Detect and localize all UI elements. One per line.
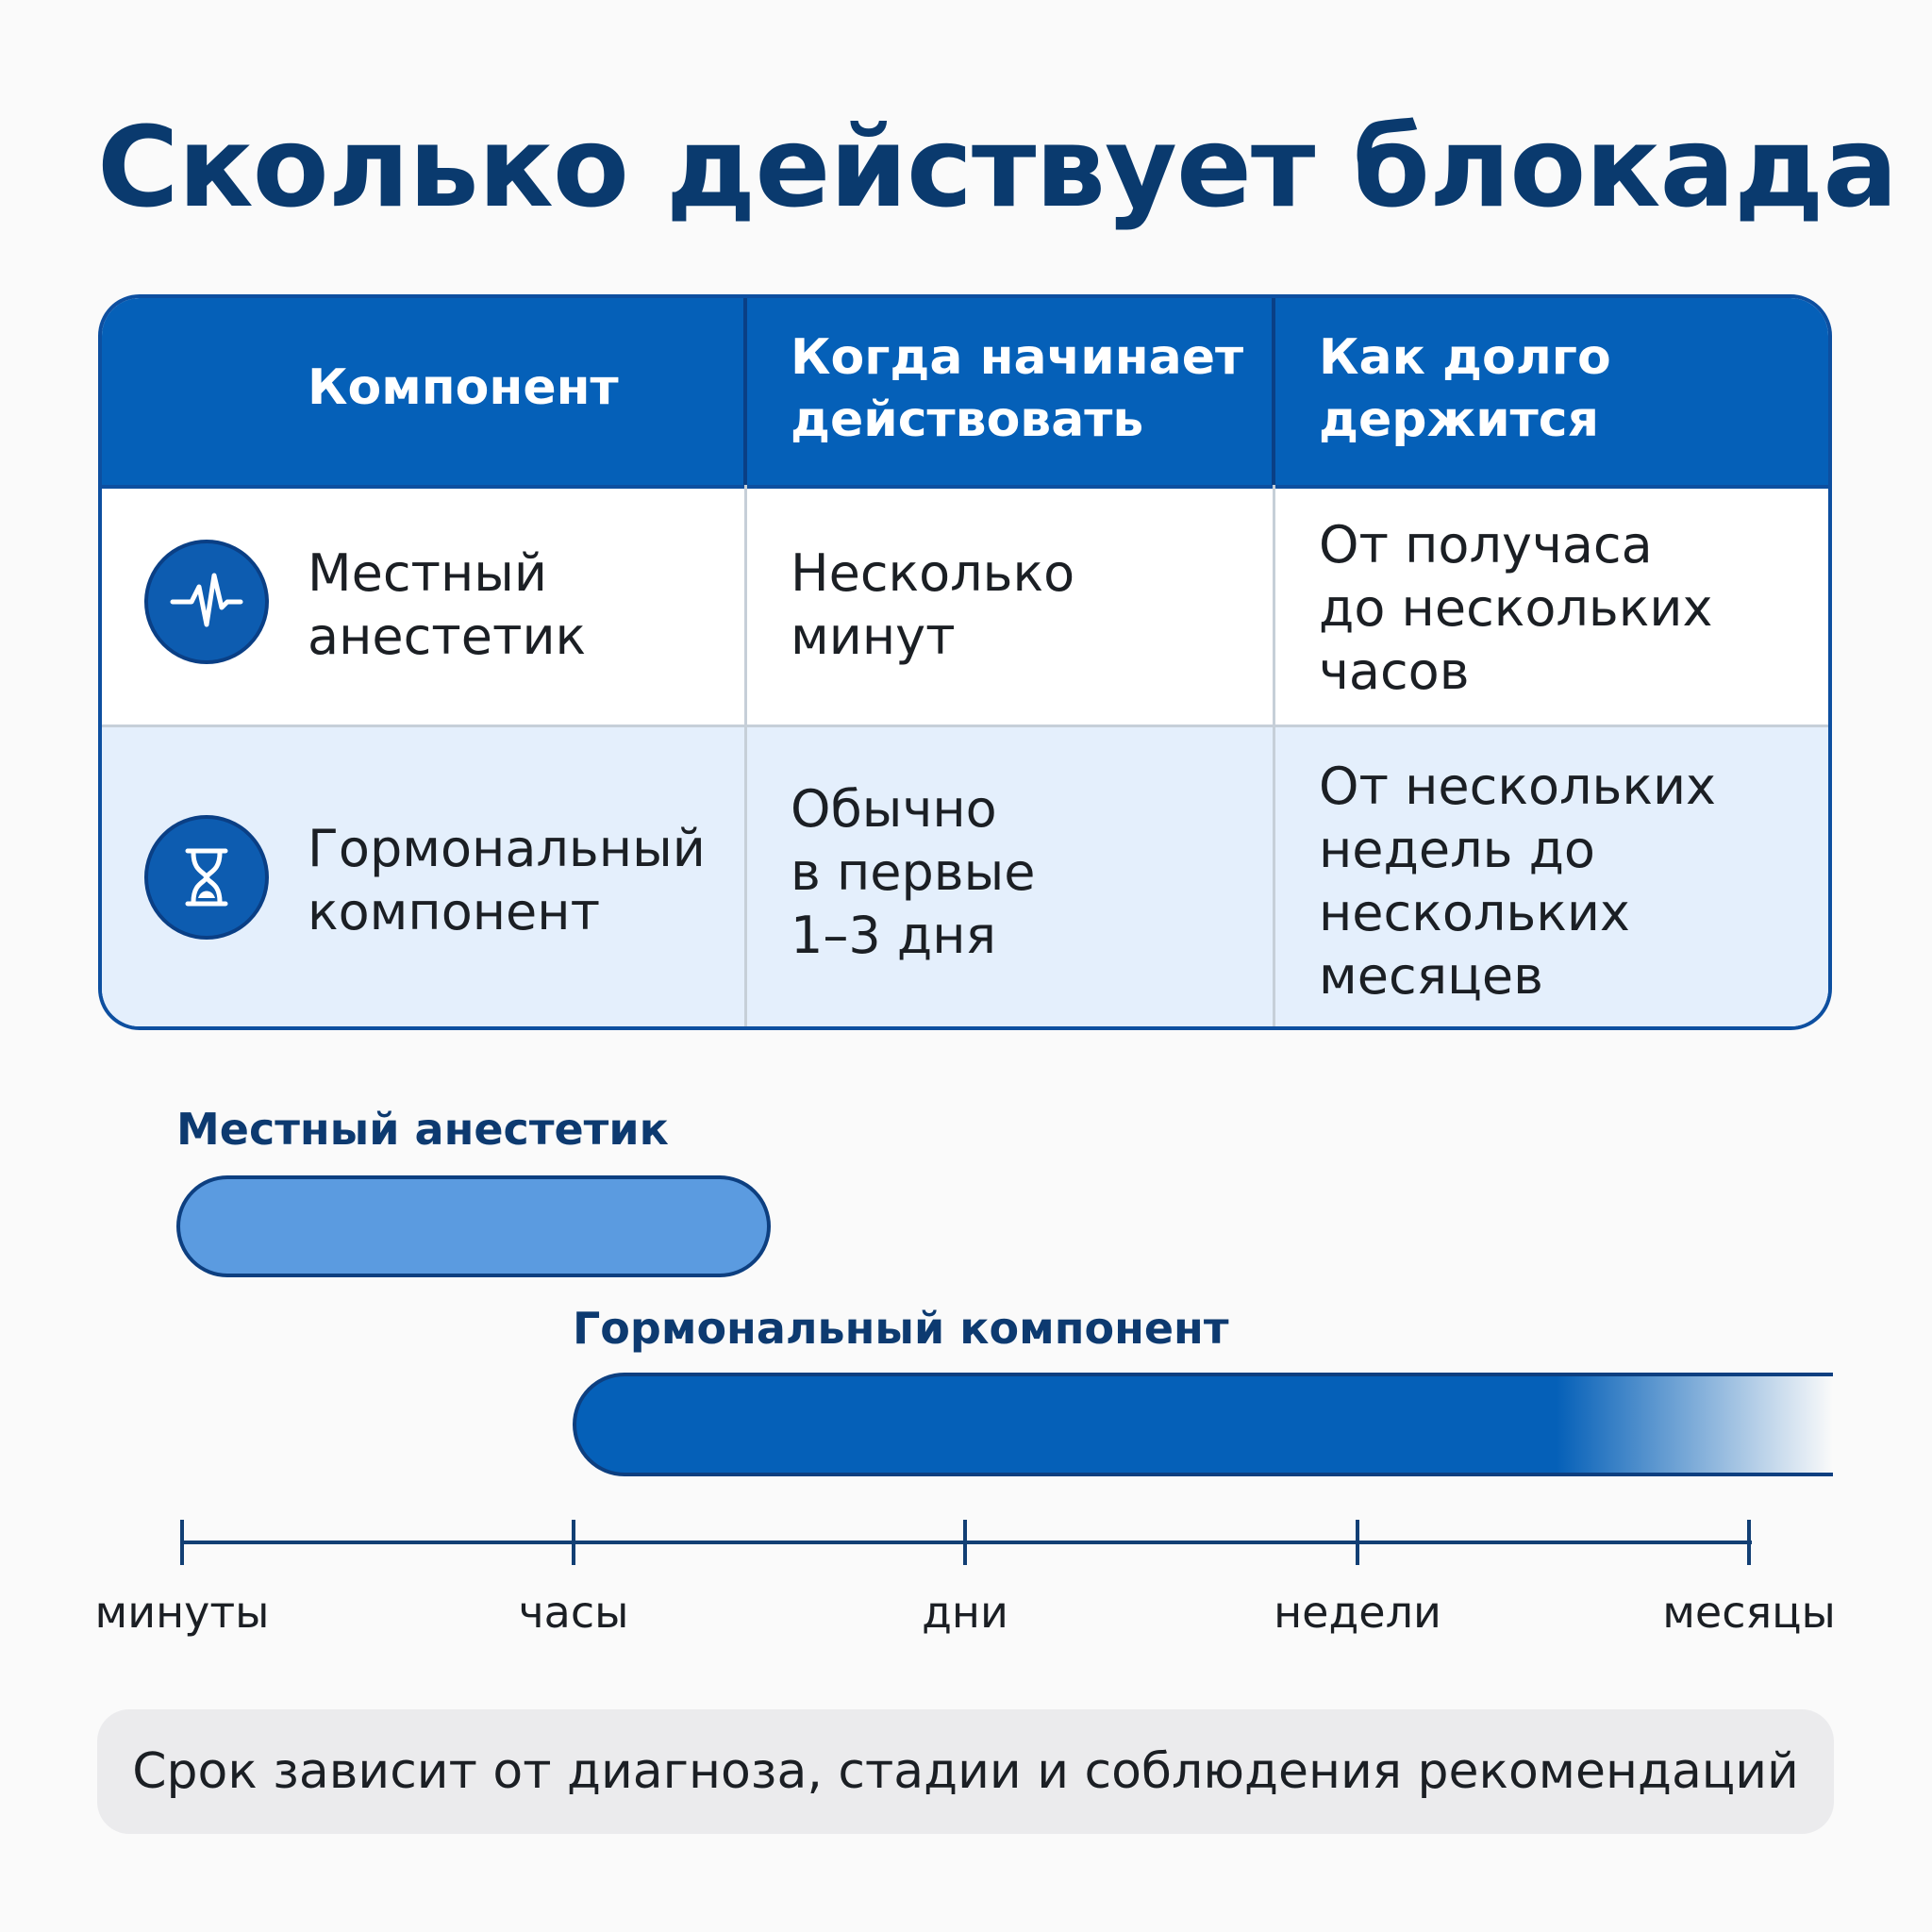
local-anesthetic-bar-label: Местный анестетик: [176, 1104, 669, 1155]
pulse-icon: [144, 540, 269, 664]
axis-tick: [180, 1520, 184, 1565]
header-component: Компонент: [308, 359, 619, 416]
local-anesthetic-bar: [176, 1175, 771, 1277]
axis-label-months: месяцы: [1662, 1587, 1836, 1638]
header-onset-line: действовать: [791, 391, 1144, 448]
row1-onset-line: минут: [791, 607, 956, 666]
column-divider: [743, 298, 747, 485]
header-duration: [1319, 326, 1611, 451]
column-divider: [744, 485, 747, 1030]
axis-label-hours: часы: [518, 1587, 629, 1638]
row1-component: [308, 541, 586, 668]
row2-onset-line: Обычно: [791, 779, 997, 839]
row2-onset-line: в первые: [791, 842, 1036, 902]
axis-tick: [572, 1520, 575, 1565]
page-title: Сколько действует блокада: [97, 102, 1897, 232]
hormonal-bar: [573, 1373, 1833, 1476]
row1-onset-line: Несколько: [791, 543, 1075, 603]
row1-duration-line: часов: [1319, 641, 1470, 701]
axis-label-weeks: недели: [1274, 1587, 1441, 1638]
footnote: Срок зависит от диагноза, стадии и соблюдения рекомендаций: [97, 1709, 1834, 1834]
row1-duration-line: От получаса: [1319, 515, 1653, 575]
row2-component-line: Гормональный: [308, 819, 706, 878]
row1-component-line: Местный: [308, 543, 547, 603]
row1-duration-line: до нескольких: [1319, 578, 1713, 638]
axis-tick: [1356, 1520, 1359, 1565]
row2-component-line: компонент: [308, 882, 601, 941]
row2-duration-line: От нескольких: [1319, 757, 1717, 816]
row2-duration-line: недель до: [1319, 820, 1595, 879]
axis-tick: [963, 1520, 967, 1565]
row1-component-line: анестетик: [308, 607, 587, 666]
column-divider: [1272, 298, 1275, 485]
comparison-table: [98, 294, 1832, 1030]
axis-tick: [1747, 1520, 1751, 1565]
row2-onset: [791, 777, 1035, 967]
axis-label-days: дни: [922, 1587, 1008, 1638]
row2-component: [308, 817, 706, 943]
row2-duration-line: нескольких: [1319, 883, 1630, 942]
header-duration-line: Как долго: [1319, 329, 1611, 386]
header-onset-line: Когда начинает: [791, 329, 1244, 386]
hormonal-bar-label: Гормональный компонент: [573, 1303, 1229, 1354]
header-duration-line: держится: [1319, 391, 1600, 448]
axis-label-minutes: минуты: [94, 1587, 270, 1638]
row2-duration: [1319, 755, 1716, 1008]
row1-onset: [791, 541, 1074, 668]
hourglass-icon: [144, 815, 269, 940]
row1-duration: [1319, 513, 1712, 703]
row2-onset-line: 1–3 дня: [791, 906, 997, 965]
header-onset: [791, 326, 1243, 451]
row2-duration-line: месяцев: [1319, 946, 1543, 1006]
column-divider: [1273, 485, 1275, 1030]
time-axis: [182, 1541, 1752, 1544]
